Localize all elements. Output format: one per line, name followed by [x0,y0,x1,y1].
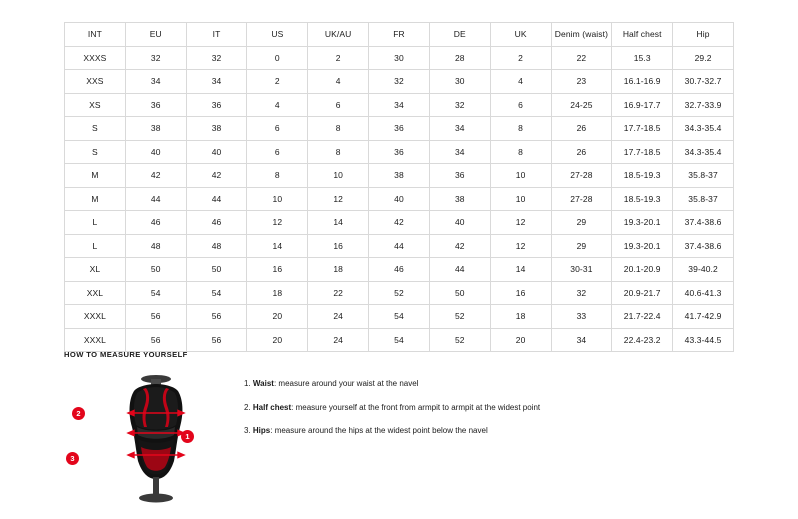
measure-note [244,379,540,389]
table-cell: 18.5-19.3 [612,187,673,211]
table-cell: 37.4-38.6 [673,211,734,235]
table-cell: 2 [308,46,369,70]
table-cell: 14 [308,211,369,235]
table-cell: 6 [247,117,308,141]
table-cell: 32 [125,46,186,70]
table-cell: 40 [125,140,186,164]
table-row [65,46,734,70]
table-cell: 22 [308,281,369,305]
table-cell: 36 [429,164,490,188]
table-cell: 46 [125,211,186,235]
table-cell: 18 [490,305,551,329]
table-cell: 34 [429,117,490,141]
table-cell: 34.3-35.4 [673,117,734,141]
table-cell: 10 [247,187,308,211]
table-cell: 43.3-44.5 [673,328,734,352]
table-cell: 34.3-35.4 [673,140,734,164]
measure-note-text: : measure around your waist at the navel [273,379,419,388]
table-cell: 33 [551,305,612,329]
size-chart-table [64,22,734,352]
table-row [65,117,734,141]
table-cell: 46 [186,211,247,235]
table-cell: 8 [247,164,308,188]
table-cell: 38 [429,187,490,211]
table-cell: 20.1-20.9 [612,258,673,282]
table-cell: 56 [186,305,247,329]
measure-marker-2: 2 [72,407,85,420]
table-row [65,281,734,305]
table-cell: 36 [369,140,430,164]
table-cell: 19.3-20.1 [612,234,673,258]
table-cell: 19.3-20.1 [612,211,673,235]
measure-note [244,403,540,413]
table-cell: 10 [490,187,551,211]
measure-note [244,426,540,436]
table-cell: 24 [308,305,369,329]
table-cell: 34 [429,140,490,164]
measure-marker-3: 3 [66,452,79,465]
table-body [65,46,734,352]
mannequin-illustration [104,369,224,504]
table-cell: 41.7-42.9 [673,305,734,329]
table-cell: 18 [308,258,369,282]
table-cell: 54 [369,328,430,352]
table-row [65,234,734,258]
table-cell: 15.3 [612,46,673,70]
table-cell: M [65,187,126,211]
table-row [65,305,734,329]
measure-note-text: : measure around the hips at the widest point below the navel [270,426,488,436]
table-cell: 4 [308,70,369,94]
table-cell: XL [65,258,126,282]
table-cell: 12 [490,211,551,235]
table-cell: XXXL [65,305,126,329]
table-cell: 34 [369,93,430,117]
table-cell: 54 [186,281,247,305]
table-row [65,93,734,117]
table-cell: 20 [247,305,308,329]
table-cell: 4 [490,70,551,94]
table-cell: 16 [308,234,369,258]
table-cell: 29 [551,234,612,258]
table-cell: 6 [308,93,369,117]
table-cell: 6 [490,93,551,117]
table-cell: 12 [247,211,308,235]
table-cell: 6 [247,140,308,164]
table-cell: 36 [186,93,247,117]
table-cell: 44 [186,187,247,211]
table-cell: 38 [186,117,247,141]
table-cell: 44 [125,187,186,211]
table-cell: 20 [490,328,551,352]
table-cell: M [65,164,126,188]
table-row [65,70,734,94]
table-cell: L [65,211,126,235]
table-cell: S [65,117,126,141]
table-column-header: UK [490,23,551,47]
table-cell: 4 [247,93,308,117]
table-cell: 28 [429,46,490,70]
table-column-header: US [247,23,308,47]
table-cell: 30.7-32.7 [673,70,734,94]
measure-note-number: 1. [244,379,251,388]
table-cell: 17.7-18.5 [612,140,673,164]
table-cell: 32 [429,93,490,117]
table-column-header: Denim (waist) [551,23,612,47]
table-row [65,211,734,235]
table-cell: 16 [247,258,308,282]
table-cell: 52 [429,305,490,329]
measure-note-term: Hips [252,426,271,436]
table-row [65,164,734,188]
table-cell: 40.6-41.3 [673,281,734,305]
table-column-header: UK/AU [308,23,369,47]
table-cell: 14 [490,258,551,282]
table-cell: 29 [551,211,612,235]
table-cell: 44 [429,258,490,282]
table-column-header: IT [186,23,247,47]
table-cell: 48 [125,234,186,258]
table-cell: 16.9-17.7 [612,93,673,117]
table-cell: 40 [429,211,490,235]
table-cell: 2 [247,70,308,94]
table-cell: 26 [551,117,612,141]
table-cell: 54 [125,281,186,305]
table-cell: XXXS [65,46,126,70]
table-cell: 32 [369,70,430,94]
measure-note-text: : measure yourself at the front from armpit to armpit at the widest point [291,402,541,412]
table-cell: 44 [369,234,430,258]
table-cell: 30-31 [551,258,612,282]
table-cell: 34 [551,328,612,352]
table-cell: 27-28 [551,164,612,188]
table-cell: XXL [65,281,126,305]
table-cell: 35.8-37 [673,187,734,211]
table-cell: 16 [490,281,551,305]
table-cell: 38 [125,117,186,141]
table-cell: 38 [369,164,430,188]
size-chart-table-container [64,22,734,352]
table-cell: 32.7-33.9 [673,93,734,117]
table-cell: XS [65,93,126,117]
measure-marker-1: 1 [181,430,194,443]
table-cell: 54 [369,305,430,329]
table-header-row [65,23,734,47]
table-cell: 12 [308,187,369,211]
table-cell: 37.4-38.6 [673,234,734,258]
table-cell: 14 [247,234,308,258]
table-cell: 36 [369,117,430,141]
table-cell: 42 [429,234,490,258]
table-cell: 8 [308,140,369,164]
table-cell: 32 [186,46,247,70]
table-cell: 27-28 [551,187,612,211]
table-cell: 30 [369,46,430,70]
table-cell: 10 [490,164,551,188]
table-cell: 36 [125,93,186,117]
table-cell: 29.2 [673,46,734,70]
table-cell: 42 [186,164,247,188]
table-cell: 50 [429,281,490,305]
table-column-header: Hip [673,23,734,47]
table-cell: XXS [65,70,126,94]
table-cell: XXXL [65,328,126,352]
table-cell: 39-40.2 [673,258,734,282]
table-cell: 40 [369,187,430,211]
table-cell: 42 [125,164,186,188]
measure-note-term: Half chest [252,402,292,412]
table-cell: 22.4-23.2 [612,328,673,352]
table-cell: L [65,234,126,258]
table-cell: 21.7-22.4 [612,305,673,329]
how-to-measure-title: HOW TO MEASURE YOURSELF [64,350,188,359]
mannequin-figure [70,369,224,504]
table-row [65,258,734,282]
table-cell: 0 [247,46,308,70]
table-cell: 42 [369,211,430,235]
table-cell: 26 [551,140,612,164]
table-cell: 8 [490,140,551,164]
table-header [65,23,734,47]
table-cell: 50 [186,258,247,282]
table-cell: 34 [186,70,247,94]
table-cell: 30 [429,70,490,94]
table-cell: 16.1-16.9 [612,70,673,94]
table-cell: 56 [125,328,186,352]
table-cell: 52 [369,281,430,305]
table-row [65,140,734,164]
measure-note-term: Waist [252,379,274,388]
table-cell: 52 [429,328,490,352]
how-to-measure-section [64,350,744,504]
table-cell: 8 [490,117,551,141]
measure-note-number: 3. [244,426,251,436]
table-cell: 24 [308,328,369,352]
table-column-header: EU [125,23,186,47]
table-column-header: Half chest [612,23,673,47]
table-cell: 24-25 [551,93,612,117]
table-cell: 46 [369,258,430,282]
table-column-header: DE [429,23,490,47]
measure-note-number: 2. [244,402,251,412]
table-cell: 48 [186,234,247,258]
table-cell: 56 [186,328,247,352]
table-column-header: INT [65,23,126,47]
table-column-header: FR [369,23,430,47]
table-cell: 22 [551,46,612,70]
table-cell: 18.5-19.3 [612,164,673,188]
table-cell: 8 [308,117,369,141]
table-cell: 35.8-37 [673,164,734,188]
table-cell: 20.9-21.7 [612,281,673,305]
how-to-measure-body [64,369,744,504]
table-cell: 56 [125,305,186,329]
table-cell: 50 [125,258,186,282]
table-cell: 34 [125,70,186,94]
table-cell: 12 [490,234,551,258]
table-cell: 40 [186,140,247,164]
table-row [65,328,734,352]
table-row [65,187,734,211]
table-cell: 23 [551,70,612,94]
table-cell: 18 [247,281,308,305]
table-cell: 10 [308,164,369,188]
table-cell: 32 [551,281,612,305]
table-cell: 2 [490,46,551,70]
table-cell: 17.7-18.5 [612,117,673,141]
table-cell: S [65,140,126,164]
table-cell: 20 [247,328,308,352]
measure-notes-list [244,369,540,450]
